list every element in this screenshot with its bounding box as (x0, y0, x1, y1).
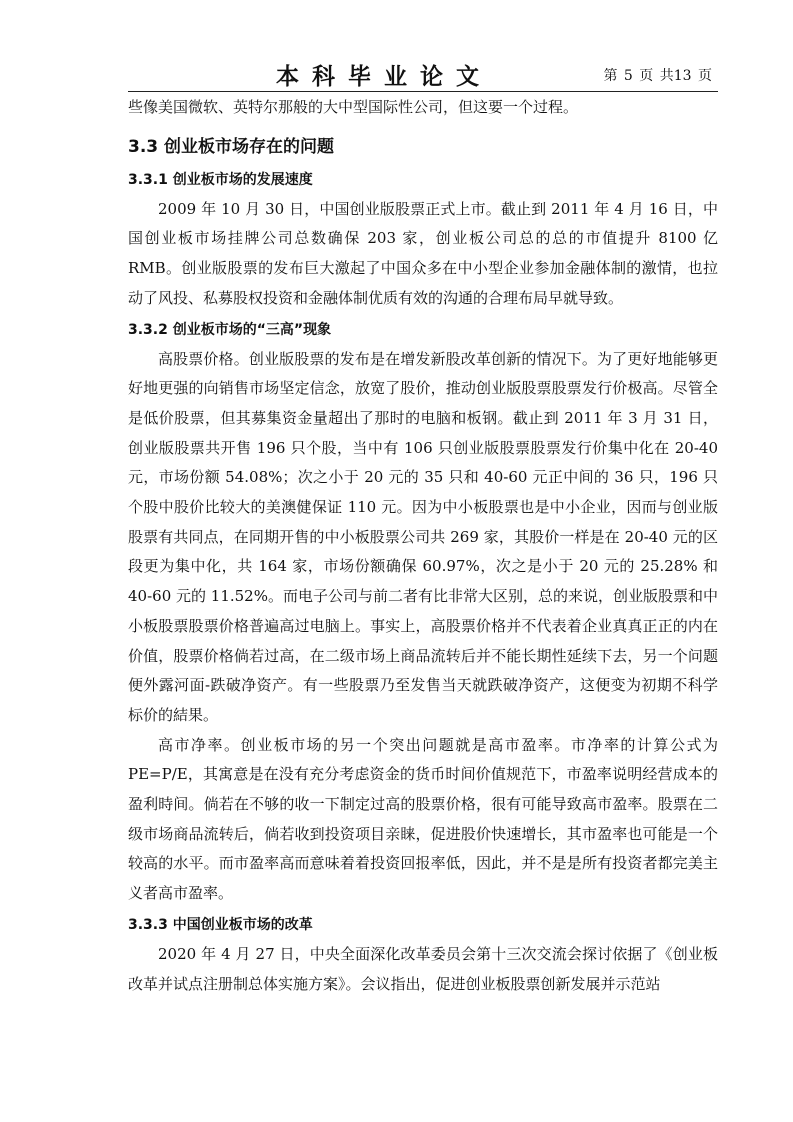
page-header (128, 58, 718, 90)
paragraph-gem-reform: 2020 年 4 月 27 日，中央全面深化改革委员会第十三次交流会探讨依据了《创业板改革并试点注册制总体实施方案》。会议指出，促进创业板股票创新发展并示范站 (128, 944, 718, 993)
paragraph-development-speed: 2009 年 10 月 30 日，中国创业版股票正式上市。截止到 2011 年 4 月 16 日，中国创业板市场挂牌公司总数确保 203 家，创业板公司总的总的市值提升 8100 亿 RMB。创业版股票的发布巨大激起了中国众多在中小型企业参加金融体制的激情，也拉动了风投、私募股权投资和金融体制优质有效的沟通的合理布局早就导致。 (128, 199, 718, 307)
document-body (128, 93, 718, 999)
subsection-heading-3-3-3: 3.3.3 中国创业板市场的改革 (128, 916, 313, 933)
subsection-heading-3-3-1: 3.3.1 创业板市场的发展速度 (128, 171, 313, 188)
header-divider (128, 91, 718, 92)
continued-paragraph: 些像美国微软、英特尔那般的大中型国际性公司，但这要一个过程。 (128, 98, 579, 116)
subsection-heading-3-3-2: 3.3.2 创业板市场的“三高”现象 (128, 321, 332, 338)
thesis-header-title: 本科毕业论文 (276, 63, 492, 90)
paragraph-high-pe-ratio: 高市净率。创业板市场的另一个突出问题就是高市盈率。市净率的计算公式为 PE=P/E，其寓意是在没有充分考虑资金的货币时间价值规范下，市盈率说明经营成本的盈利時间。倘若在不够的收一下制定过高的股票价格，很有可能导致高市盈率。股票在二级市场商品流转后，倘若收到投资项目亲睐，促进股价快速增长，其市盈率也可能是一个较高的水平。而市盈率高而意味着着投资回报率低，因此，并不是是所有投资者都完美主义者高市盈率。 (128, 735, 718, 903)
page-number-info: 第 5 页 共13 页 (603, 68, 712, 84)
paragraph-high-stock-price: 高股票价格。创业版股票的发布是在增发新股改革创新的情况下。为了更好地能够更好地更强的向销售市场坚定信念，放宽了股价，推动创业版股票股票发行价极高。尽管全是低价股票，但其募集资金量超出了那时的电脑和板钢。截止到 2011 年 3 月 31 日，创业版股票共开售 196 只个股，当中有 106 只创业版股票股票发行价集中化在 20-40 元，市场份额 54.08%；次之小于 20 元的 35 只和 40-60 元正中间的 36 只，196 只个股中股价比较大的美澳健保证 110 元。因为中小板股票也是中小企业，因而与创业版股票有共同点，在同期开售的中小板股票公司共 269 家，其股价一样是在 20-40 元的区段更为集中化，共 164 家，市场份额确保 60.97%，次之是小于 20 元的 25.28% 和 40-60 元的 11.52%。而电子公司与前二者有比非常大区别，总的来说，创业版股票和中小板股票股票价格普遍高过电脑上。事实上，高股票价格并不代表着企业真真正正的内在价值，股票价格倘若过高，在二级市场上商品流转后并不能长期性延续下去，另一个问题便外露河面-跌破净资产。有一些股票乃至发售当天就跌破净资产，这便变为初期不科学标价的結果。 (128, 349, 718, 724)
section-heading-3-3: 3.3 创业板市场存在的问题 (128, 136, 335, 157)
